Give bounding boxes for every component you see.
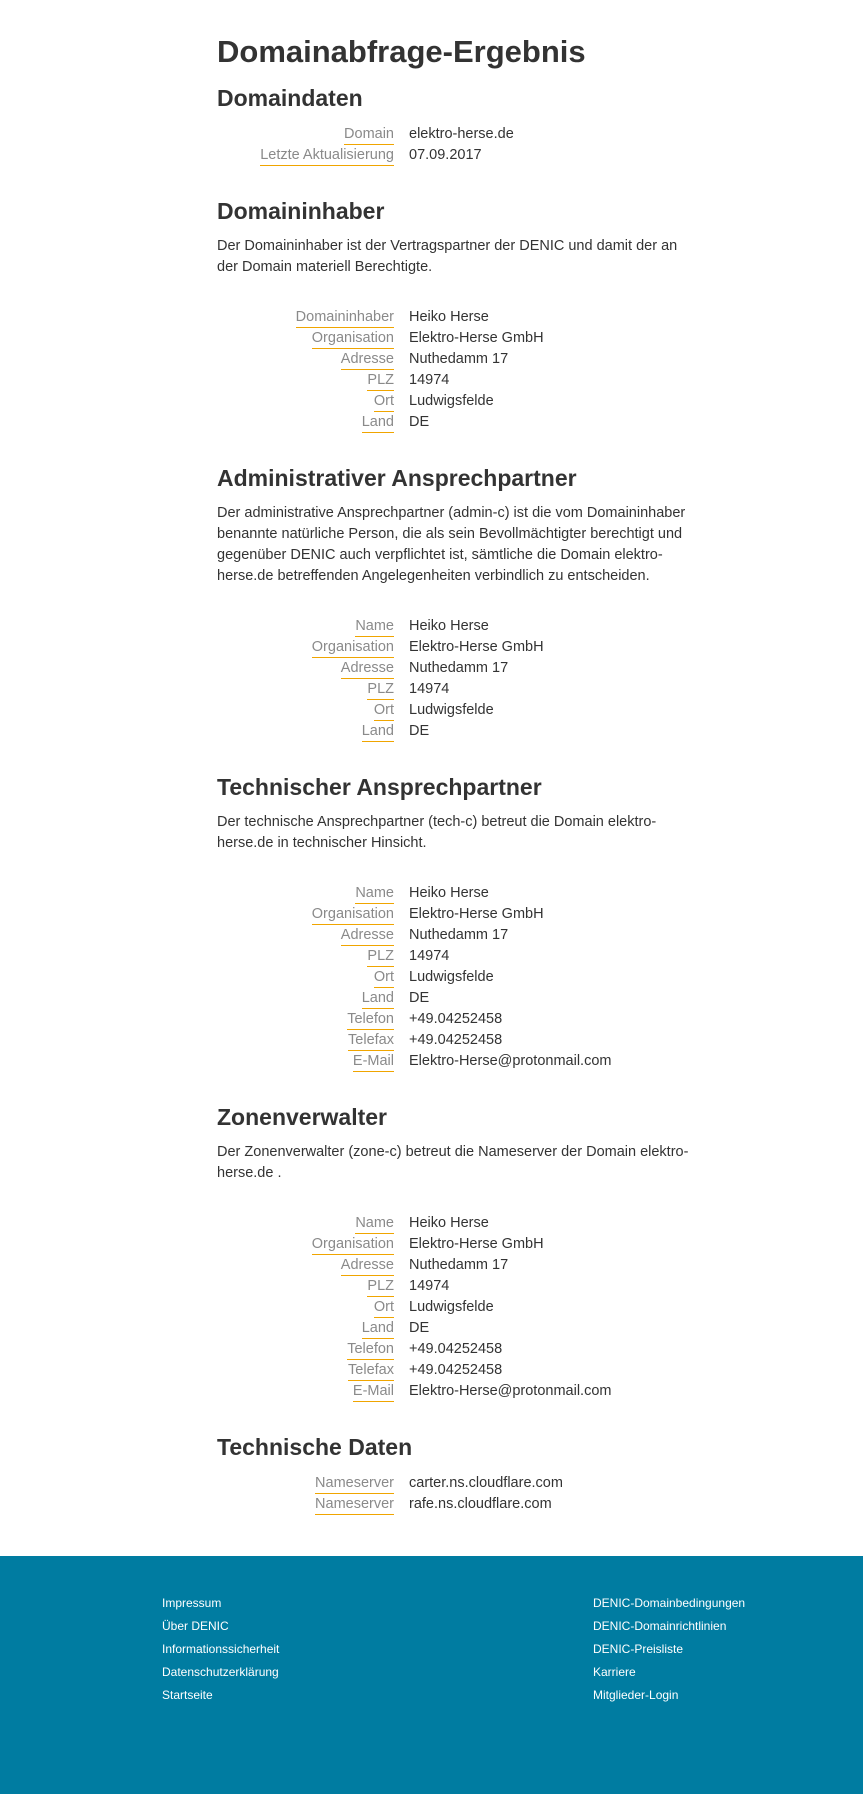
section-description: Der Domaininhaber ist der Vertragspartner der DENIC und damit der an der Domain materiell Berechtigte. xyxy=(217,238,678,275)
field-label: Adresse xyxy=(341,926,394,946)
field-value: Ludwigsfelde xyxy=(409,1299,494,1315)
kv-row xyxy=(217,1361,697,1382)
kv-row xyxy=(217,968,697,989)
field-value: Elektro-Herse GmbH xyxy=(409,906,544,922)
field-label: E-Mail xyxy=(353,1382,394,1402)
kv-row xyxy=(217,926,697,947)
field-value: DE xyxy=(409,990,430,1006)
field-value: 07.09.2017 xyxy=(409,147,482,163)
kv-row xyxy=(217,1495,697,1516)
kv-row xyxy=(217,1474,697,1495)
field-label: Adresse xyxy=(341,1256,394,1276)
field-label: Name xyxy=(355,1214,394,1234)
section-domaindaten xyxy=(217,83,697,167)
field-value: +49.04252458 xyxy=(409,1362,503,1378)
field-value: +49.04252458 xyxy=(409,1341,503,1357)
field-label: Name xyxy=(355,617,394,637)
field-label: Name xyxy=(355,884,394,904)
footer-link-karriere[interactable]: Karriere xyxy=(593,1665,636,1679)
field-label: PLZ xyxy=(367,1277,394,1297)
kv-row xyxy=(217,146,697,167)
kv-row xyxy=(217,1340,697,1361)
section-heading: Domaindaten xyxy=(217,85,363,111)
kv-row xyxy=(217,722,697,743)
kv-row xyxy=(217,1319,697,1340)
domaindaten-list xyxy=(217,125,697,167)
kv-row xyxy=(217,1235,697,1256)
kv-row xyxy=(217,308,697,329)
field-value: Ludwigsfelde xyxy=(409,969,494,985)
kv-row xyxy=(217,125,697,146)
field-label: E-Mail xyxy=(353,1052,394,1072)
kv-row xyxy=(217,1010,697,1031)
kv-row xyxy=(217,1256,697,1277)
kv-row xyxy=(217,1052,697,1073)
holder-list xyxy=(217,308,697,434)
footer-links-right xyxy=(593,1592,745,1707)
field-value: Elektro-Herse@protonmail.com xyxy=(409,1383,612,1399)
field-value: Heiko Herse xyxy=(409,1215,489,1231)
kv-row xyxy=(217,659,697,680)
kv-row xyxy=(217,350,697,371)
field-label: Adresse xyxy=(341,350,394,370)
field-value: Nuthedamm 17 xyxy=(409,1257,509,1273)
footer-link-impressum[interactable]: Impressum xyxy=(162,1596,222,1610)
kv-row xyxy=(217,617,697,638)
section-tech-c xyxy=(217,772,697,1073)
field-label: Organisation xyxy=(312,905,394,925)
field-value: 14974 xyxy=(409,681,450,697)
field-value: Nuthedamm 17 xyxy=(409,351,509,367)
section-heading: Administrativer Ansprechpartner xyxy=(217,465,577,491)
field-value: Heiko Herse xyxy=(409,309,489,325)
field-label: Ort xyxy=(374,392,394,412)
techdata-list xyxy=(217,1474,697,1516)
kv-row xyxy=(217,905,697,926)
field-label: Land xyxy=(362,989,394,1009)
kv-row xyxy=(217,701,697,722)
section-description: Der Zonenverwalter (zone-c) betreut die Nameserver der Domain elektro-herse.de . xyxy=(217,1144,689,1181)
main-content xyxy=(217,32,697,1516)
field-label: Nameserver xyxy=(315,1474,394,1494)
field-value: carter.ns.cloudflare.com xyxy=(409,1475,563,1491)
section-heading: Domaininhaber xyxy=(217,198,385,224)
field-value: Ludwigsfelde xyxy=(409,393,494,409)
footer-link-startseite[interactable]: Startseite xyxy=(162,1688,213,1702)
section-technische-daten xyxy=(217,1432,697,1516)
kv-row xyxy=(217,329,697,350)
field-value: Ludwigsfelde xyxy=(409,702,494,718)
field-value: Elektro-Herse@protonmail.com xyxy=(409,1053,612,1069)
field-value: elektro-herse.de xyxy=(409,126,514,142)
kv-row xyxy=(217,947,697,968)
section-description: Der technische Ansprechpartner (tech-c) betreut die Domain elektro-herse.de in technischer Hinsicht. xyxy=(217,814,657,851)
footer-links-left xyxy=(162,1592,279,1707)
tech-list xyxy=(217,884,697,1073)
field-label: Telefon xyxy=(347,1010,394,1030)
footer-link-domainrichtlinien[interactable]: DENIC-Domainrichtlinien xyxy=(593,1619,727,1633)
field-value: DE xyxy=(409,414,430,430)
field-label: Land xyxy=(362,413,394,433)
field-label: Ort xyxy=(374,701,394,721)
page-title: Domainabfrage-Ergebnis xyxy=(217,34,586,69)
field-label: Land xyxy=(362,1319,394,1339)
field-value: Elektro-Herse GmbH xyxy=(409,330,544,346)
kv-row xyxy=(217,392,697,413)
section-description: Der administrative Ansprechpartner (admin-c) ist die vom Domaininhaber benannte natürliche Person, die als sein Bevollmächtigter berechtigt und gegenüber DENIC auch verpflichtet ist, sämtliche die Domain elektro-herse.de betreffenden Angelegenheiten verbindlich zu entscheiden. xyxy=(217,505,686,584)
field-value: DE xyxy=(409,1320,430,1336)
section-heading: Technischer Ansprechpartner xyxy=(217,774,542,800)
field-label: Domain xyxy=(344,125,394,145)
field-label: Organisation xyxy=(312,638,394,658)
field-label: PLZ xyxy=(367,680,394,700)
field-label: Ort xyxy=(374,1298,394,1318)
kv-row xyxy=(217,884,697,905)
field-label: Ort xyxy=(374,968,394,988)
field-label: Telefax xyxy=(348,1031,394,1051)
field-value: 14974 xyxy=(409,1278,450,1294)
kv-row xyxy=(217,1214,697,1235)
footer-link-informationssicherheit[interactable]: Informationssicherheit xyxy=(162,1642,280,1656)
kv-row xyxy=(217,989,697,1010)
footer-link-mitglieder-login[interactable]: Mitglieder-Login xyxy=(593,1688,679,1702)
field-value: Heiko Herse xyxy=(409,618,489,634)
field-label: Nameserver xyxy=(315,1495,394,1515)
field-label: Telefon xyxy=(347,1340,394,1360)
admin-list xyxy=(217,617,697,743)
footer-link-ueber-denic[interactable]: Über DENIC xyxy=(162,1619,229,1633)
kv-row xyxy=(217,371,697,392)
field-label: Letzte Aktualisierung xyxy=(260,146,394,166)
site-footer xyxy=(0,1556,863,1794)
section-admin-c xyxy=(217,463,697,743)
field-value: Nuthedamm 17 xyxy=(409,660,509,676)
field-label: Organisation xyxy=(312,1235,394,1255)
field-value: Heiko Herse xyxy=(409,885,489,901)
field-value: rafe.ns.cloudflare.com xyxy=(409,1496,552,1512)
field-label: Adresse xyxy=(341,659,394,679)
section-heading: Technische Daten xyxy=(217,1434,413,1460)
footer-link-datenschutzerklaerung[interactable]: Datenschutzerklärung xyxy=(162,1665,279,1679)
section-domaininhaber xyxy=(217,196,697,434)
kv-row xyxy=(217,1298,697,1319)
field-label: Domaininhaber xyxy=(296,308,394,328)
zone-list xyxy=(217,1214,697,1403)
kv-row xyxy=(217,638,697,659)
kv-row xyxy=(217,680,697,701)
section-zone-c xyxy=(217,1102,697,1403)
field-value: Elektro-Herse GmbH xyxy=(409,639,544,655)
field-value: Elektro-Herse GmbH xyxy=(409,1236,544,1252)
field-value: 14974 xyxy=(409,948,450,964)
field-label: PLZ xyxy=(367,947,394,967)
field-value: +49.04252458 xyxy=(409,1011,503,1027)
field-value: DE xyxy=(409,723,430,739)
field-label: Land xyxy=(362,722,394,742)
section-heading: Zonenverwalter xyxy=(217,1104,387,1130)
kv-row xyxy=(217,1277,697,1298)
field-value: +49.04252458 xyxy=(409,1032,503,1048)
field-value: Nuthedamm 17 xyxy=(409,927,509,943)
field-label: PLZ xyxy=(367,371,394,391)
field-label: Organisation xyxy=(312,329,394,349)
kv-row xyxy=(217,1031,697,1052)
field-value: 14974 xyxy=(409,372,450,388)
footer-link-domainbedingungen[interactable]: DENIC-Domainbedingungen xyxy=(593,1596,746,1610)
kv-row xyxy=(217,1382,697,1403)
kv-row xyxy=(217,413,697,434)
field-label: Telefax xyxy=(348,1361,394,1381)
footer-link-preisliste[interactable]: DENIC-Preisliste xyxy=(593,1642,684,1656)
